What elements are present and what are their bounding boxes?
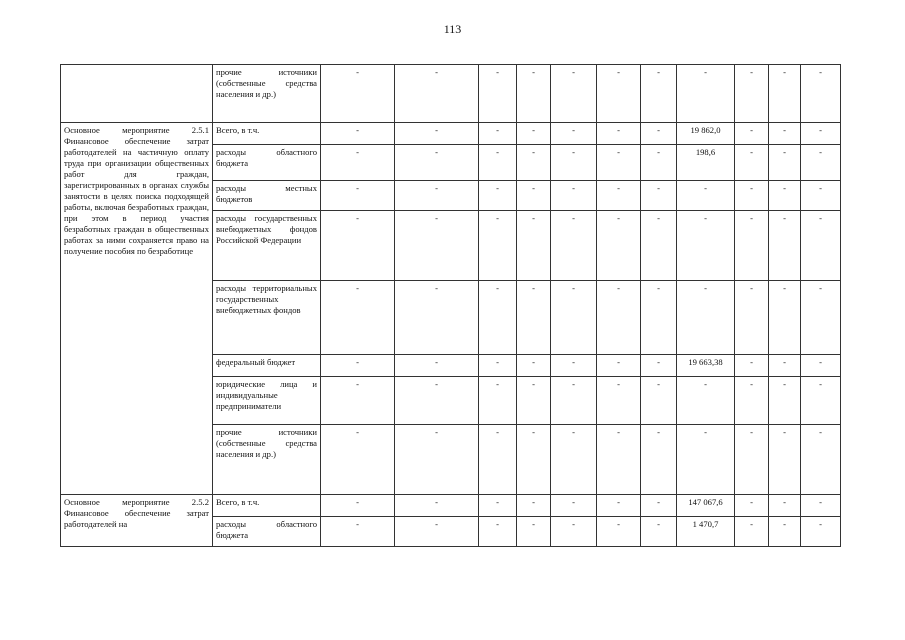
value-cell: - xyxy=(321,425,395,495)
value-cell: - xyxy=(479,281,517,355)
value-cell: - xyxy=(395,123,479,145)
value-cell: - xyxy=(479,377,517,425)
value-cell: - xyxy=(517,181,551,211)
value-cell: - xyxy=(801,211,841,281)
value-cell: - xyxy=(551,377,597,425)
value-cell: - xyxy=(769,377,801,425)
value-cell: - xyxy=(677,281,735,355)
value-cell: - xyxy=(735,281,769,355)
value-cell: - xyxy=(517,211,551,281)
value-cell: 1 470,7 xyxy=(677,517,735,547)
value-cell: - xyxy=(597,495,641,517)
value-cell: - xyxy=(801,281,841,355)
funding-source-cell: прочие источники (собственные средства населения и др.) xyxy=(213,65,321,123)
value-cell: - xyxy=(321,211,395,281)
value-cell: - xyxy=(801,495,841,517)
value-cell: - xyxy=(479,181,517,211)
value-cell: - xyxy=(735,123,769,145)
funding-source-cell: расходы местных бюджетов xyxy=(213,181,321,211)
value-cell: - xyxy=(735,181,769,211)
value-cell: - xyxy=(395,281,479,355)
value-cell: - xyxy=(735,145,769,181)
value-cell: - xyxy=(735,65,769,123)
value-cell: - xyxy=(597,211,641,281)
value-cell: - xyxy=(597,145,641,181)
funding-source-cell: расходы территориальных государственных внебюджетных фондов xyxy=(213,281,321,355)
budget-table xyxy=(60,64,841,547)
value-cell: - xyxy=(395,145,479,181)
value-cell: - xyxy=(597,355,641,377)
value-cell: - xyxy=(597,377,641,425)
value-cell: - xyxy=(801,65,841,123)
value-cell: - xyxy=(641,123,677,145)
value-cell: - xyxy=(677,65,735,123)
value-cell: - xyxy=(769,495,801,517)
value-cell: - xyxy=(395,425,479,495)
value-cell: - xyxy=(735,211,769,281)
funding-source-cell: расходы государственных внебюджетных фондов Российской Федерации xyxy=(213,211,321,281)
value-cell: - xyxy=(479,425,517,495)
value-cell: - xyxy=(517,517,551,547)
value-cell: 19 862,0 xyxy=(677,123,735,145)
funding-source-cell: Всего, в т.ч. xyxy=(213,123,321,145)
value-cell: - xyxy=(677,425,735,495)
value-cell: - xyxy=(395,181,479,211)
value-cell: - xyxy=(769,123,801,145)
table-row xyxy=(61,495,841,517)
value-cell: - xyxy=(479,65,517,123)
value-cell: - xyxy=(321,517,395,547)
value-cell: - xyxy=(551,495,597,517)
value-cell: - xyxy=(641,281,677,355)
value-cell: - xyxy=(551,425,597,495)
event-name-cell: Основное мероприятие 2.5.2 Финансовое обеспечение затрат работодателей на xyxy=(61,495,213,547)
table-body xyxy=(61,65,841,547)
value-cell: - xyxy=(551,517,597,547)
event-name-cell: Основное мероприятие 2.5.1 Финансовое обеспечение затрат работодателей на частичную оплату труда при организации общественных работ для граждан, зарегистрированных в органах службы занятости в целях поиска подходящей работы, включая безработных граждан, при этом в период участия безработных граждан в общественных работах за ними сохраняется право на получение пособия по безработице xyxy=(61,123,213,495)
value-cell: - xyxy=(769,145,801,181)
value-cell: - xyxy=(551,123,597,145)
value-cell: - xyxy=(321,145,395,181)
value-cell: - xyxy=(801,181,841,211)
value-cell: - xyxy=(641,517,677,547)
value-cell: - xyxy=(641,65,677,123)
value-cell: - xyxy=(479,517,517,547)
value-cell: - xyxy=(517,65,551,123)
value-cell: - xyxy=(641,377,677,425)
funding-source-cell: юридические лица и индивидуальные предприниматели xyxy=(213,377,321,425)
value-cell: - xyxy=(801,123,841,145)
value-cell: - xyxy=(551,355,597,377)
value-cell: - xyxy=(641,425,677,495)
value-cell: - xyxy=(321,377,395,425)
value-cell: - xyxy=(801,145,841,181)
value-cell: - xyxy=(769,517,801,547)
value-cell: - xyxy=(395,495,479,517)
value-cell: - xyxy=(551,181,597,211)
value-cell: - xyxy=(479,495,517,517)
value-cell: - xyxy=(735,495,769,517)
value-cell: - xyxy=(551,65,597,123)
value-cell: 198,6 xyxy=(677,145,735,181)
value-cell: - xyxy=(479,123,517,145)
event-name-cell xyxy=(61,65,213,123)
table-row xyxy=(61,65,841,123)
value-cell: - xyxy=(769,425,801,495)
value-cell: - xyxy=(769,281,801,355)
value-cell: - xyxy=(641,145,677,181)
value-cell: - xyxy=(517,123,551,145)
value-cell: - xyxy=(597,123,641,145)
value-cell: - xyxy=(321,181,395,211)
value-cell: - xyxy=(321,65,395,123)
value-cell: - xyxy=(597,517,641,547)
value-cell: - xyxy=(801,355,841,377)
value-cell: 147 067,6 xyxy=(677,495,735,517)
value-cell: - xyxy=(395,377,479,425)
value-cell: - xyxy=(321,123,395,145)
value-cell: - xyxy=(479,355,517,377)
funding-source-cell: расходы областного бюджета xyxy=(213,145,321,181)
value-cell: - xyxy=(479,145,517,181)
value-cell: - xyxy=(801,377,841,425)
value-cell: - xyxy=(641,181,677,211)
funding-source-cell: Всего, в т.ч. xyxy=(213,495,321,517)
value-cell: - xyxy=(395,65,479,123)
value-cell: - xyxy=(597,181,641,211)
value-cell: - xyxy=(597,281,641,355)
value-cell: - xyxy=(321,355,395,377)
value-cell: 19 663,38 xyxy=(677,355,735,377)
value-cell: - xyxy=(801,517,841,547)
value-cell: - xyxy=(677,211,735,281)
value-cell: - xyxy=(517,145,551,181)
value-cell: - xyxy=(551,145,597,181)
value-cell: - xyxy=(735,517,769,547)
value-cell: - xyxy=(551,211,597,281)
value-cell: - xyxy=(551,281,597,355)
value-cell: - xyxy=(801,425,841,495)
value-cell: - xyxy=(321,495,395,517)
value-cell: - xyxy=(395,355,479,377)
value-cell: - xyxy=(321,281,395,355)
value-cell: - xyxy=(641,355,677,377)
value-cell: - xyxy=(597,425,641,495)
value-cell: - xyxy=(517,495,551,517)
funding-source-cell: прочие источники (собственные средства населения и др.) xyxy=(213,425,321,495)
value-cell: - xyxy=(769,181,801,211)
value-cell: - xyxy=(735,377,769,425)
value-cell: - xyxy=(395,211,479,281)
value-cell: - xyxy=(641,495,677,517)
value-cell: - xyxy=(735,425,769,495)
table-row xyxy=(61,123,841,145)
page-number: 113 xyxy=(443,22,462,36)
value-cell: - xyxy=(517,355,551,377)
value-cell: - xyxy=(677,377,735,425)
value-cell: - xyxy=(735,355,769,377)
value-cell: - xyxy=(517,425,551,495)
value-cell: - xyxy=(677,181,735,211)
value-cell: - xyxy=(517,377,551,425)
value-cell: - xyxy=(517,281,551,355)
value-cell: - xyxy=(769,355,801,377)
value-cell: - xyxy=(769,65,801,123)
value-cell: - xyxy=(641,211,677,281)
value-cell: - xyxy=(769,211,801,281)
value-cell: - xyxy=(395,517,479,547)
funding-source-cell: расходы областного бюджета xyxy=(213,517,321,547)
funding-source-cell: федеральный бюджет xyxy=(213,355,321,377)
value-cell: - xyxy=(479,211,517,281)
value-cell: - xyxy=(597,65,641,123)
